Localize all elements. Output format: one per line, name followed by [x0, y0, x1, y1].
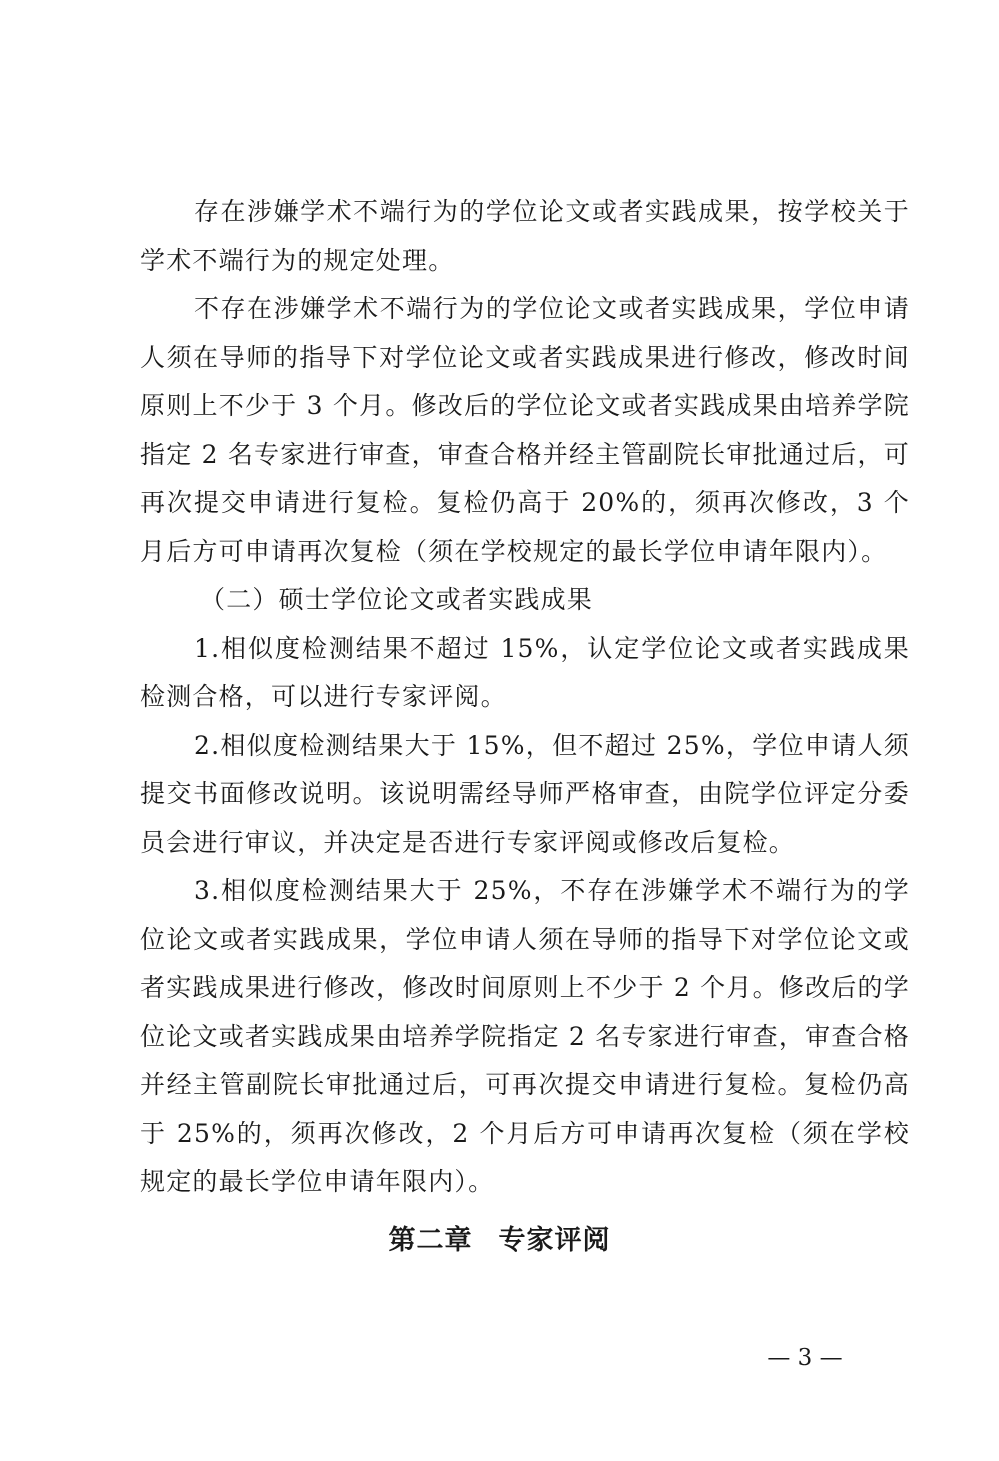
- paragraph-misconduct-handling: 存在涉嫌学术不端行为的学位论文或者实践成果，按学校关于学术不端行为的规定处理。: [140, 197, 910, 275]
- chapter-heading: [0, 1218, 999, 1257]
- paragraph-rule-2: 2.相似度检测结果大于 15%，但不超过 25%，学位申请人须提交书面修改说明。该说明需经导师严格审查，由院学位评定分委员会进行审议，并决定是否进行专家评阅或修改后复检。: [140, 730, 910, 857]
- paragraph-rule-3: 3.相似度检测结果大于 25%，不存在涉嫌学术不端行为的学位论文或者实践成果，学位申请人须在导师的指导下对学位论文或者实践成果进行修改，修改时间原则上不少于 2 个月。修改后的学位论文或者实践成果由培养学院指定 2 名专家进行审查，审查合格并经主管副院长审批通过后，可再次提交申请进行复检。复检仍高于 25%的，须再次修改，2 个月后方可申请再次复检（须在学校规定的最长学位申请年限内）。: [140, 876, 910, 1196]
- paragraph-rule-1: 1.相似度检测结果不超过 15%，认定学位论文或者实践成果检测合格，可以进行专家评阅。: [140, 633, 910, 711]
- chapter-title: 专家评阅: [498, 1225, 611, 1256]
- body-text: [140, 188, 910, 1207]
- paragraph-revision-requirements: 不存在涉嫌学术不端行为的学位论文或者实践成果，学位申请人须在导师的指导下对学位论文或者实践成果进行修改，修改时间原则上不少于 3 个月。修改后的学位论文或者实践成果由培养学院指定 2 名专家进行审查，审查合格并经主管副院长审批通过后，可再次提交申请进行复检。复检仍高于 20%的，须再次修改，3 个月后方可申请再次复检（须在学校规定的最长学位申请年限内）。: [140, 294, 910, 566]
- chapter-number: 第二章: [388, 1225, 473, 1256]
- page-number: — 3 —: [767, 1345, 843, 1371]
- section-heading-master: （二）硕士学位论文或者实践成果: [200, 585, 594, 614]
